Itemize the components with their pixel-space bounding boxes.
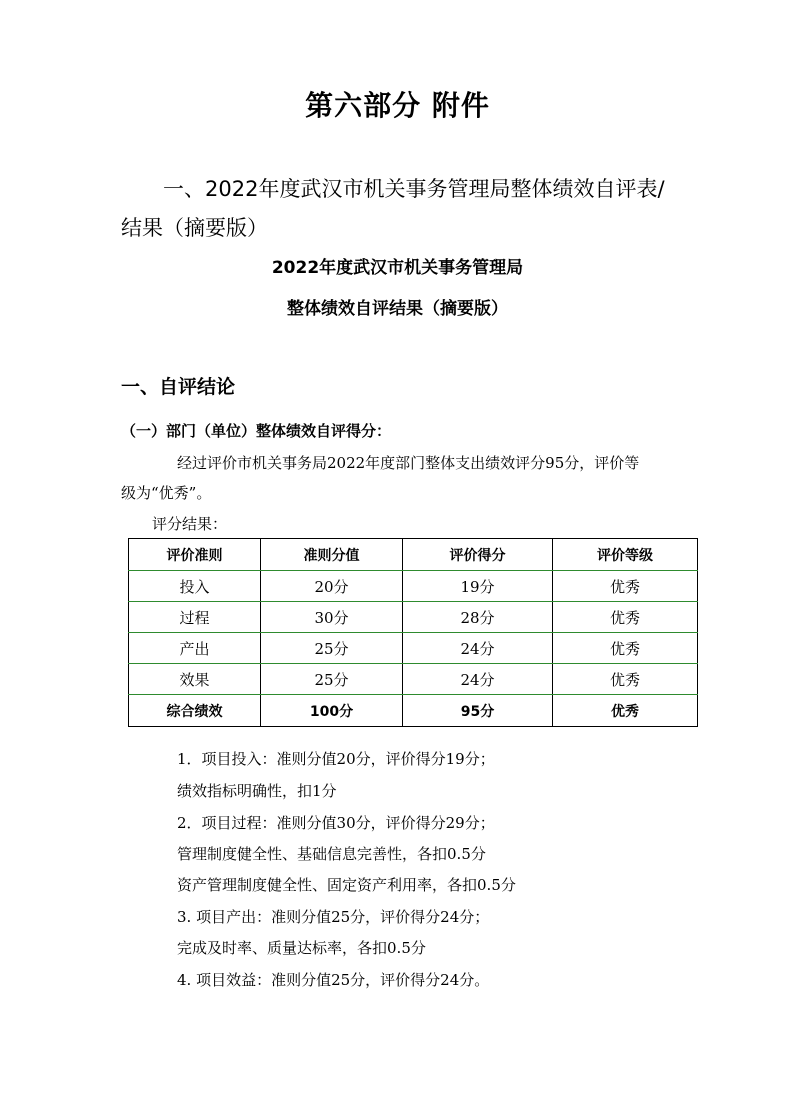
cell-grade: 优秀 <box>553 571 698 602</box>
header-standard-score: 准则分值 <box>261 539 403 571</box>
total-standard-score: 100分 <box>261 695 403 727</box>
cell-criteria: 产出 <box>129 633 261 664</box>
note-line: 1．项目投入：准则分值20分，评价得分19分； <box>177 750 495 768</box>
score-result-label: 评分结果： <box>152 515 228 533</box>
cell-grade: 优秀 <box>553 602 698 633</box>
conclusion-text-line-2: 级为“优秀”。 <box>121 484 212 502</box>
heading-line-1: 一、2022年度武汉市机关事务管理局整体绩效自评表/ <box>163 177 665 201</box>
report-title-line-1: 2022年度武汉市机关事务管理局 <box>271 258 524 278</box>
section-heading: 一、自评结论 <box>121 376 236 398</box>
heading-line-2: 结果（摘要版） <box>121 216 268 240</box>
note-line: 完成及时率、质量达标率，各扣0.5分 <box>177 939 426 957</box>
note-line: 绩效指标明确性，扣1分 <box>177 782 337 800</box>
table-row <box>129 602 698 633</box>
cell-standard-score: 30分 <box>261 602 403 633</box>
conclusion-text-line-1: 经过评价市机关事务局2022年度部门整体支出绩效评分95分，评价等 <box>177 454 640 472</box>
table-row <box>129 633 698 664</box>
cell-standard-score: 25分 <box>261 664 403 695</box>
header-criteria: 评价准则 <box>129 539 261 571</box>
cell-standard-score: 25分 <box>261 633 403 664</box>
cell-evaluated-score: 19分 <box>403 571 553 602</box>
total-criteria: 综合绩效 <box>129 695 261 727</box>
total-evaluated-score: 95分 <box>403 695 553 727</box>
cell-evaluated-score: 24分 <box>403 633 553 664</box>
cell-evaluated-score: 28分 <box>403 602 553 633</box>
subsection-heading: （一）部门（单位）整体绩效自评得分： <box>121 422 392 440</box>
cell-criteria: 效果 <box>129 664 261 695</box>
table-row <box>129 571 698 602</box>
cell-grade: 优秀 <box>553 633 698 664</box>
table-total-row <box>129 695 698 727</box>
note-line: 4. 项目效益：准则分值25分，评价得分24分。 <box>177 971 490 989</box>
score-table <box>128 538 698 727</box>
note-line: 2．项目过程：准则分值30分，评价得分29分； <box>177 814 495 832</box>
note-line: 3. 项目产出：准则分值25分，评价得分24分； <box>177 908 490 926</box>
note-line: 管理制度健全性、基础信息完善性，各扣0.5分 <box>177 845 486 863</box>
report-title-line-2: 整体绩效自评结果（摘要版） <box>287 299 508 319</box>
cell-criteria: 过程 <box>129 602 261 633</box>
cell-criteria: 投入 <box>129 571 261 602</box>
cell-grade: 优秀 <box>553 664 698 695</box>
cell-evaluated-score: 24分 <box>403 664 553 695</box>
note-line: 资产管理制度健全性、固定资产利用率，各扣0.5分 <box>177 876 516 894</box>
page-title: 第六部分 附件 <box>305 89 490 122</box>
table-header-row <box>129 539 698 571</box>
header-grade: 评价等级 <box>553 539 698 571</box>
header-evaluated-score: 评价得分 <box>403 539 553 571</box>
table-row <box>129 664 698 695</box>
total-grade: 优秀 <box>553 695 698 727</box>
cell-standard-score: 20分 <box>261 571 403 602</box>
